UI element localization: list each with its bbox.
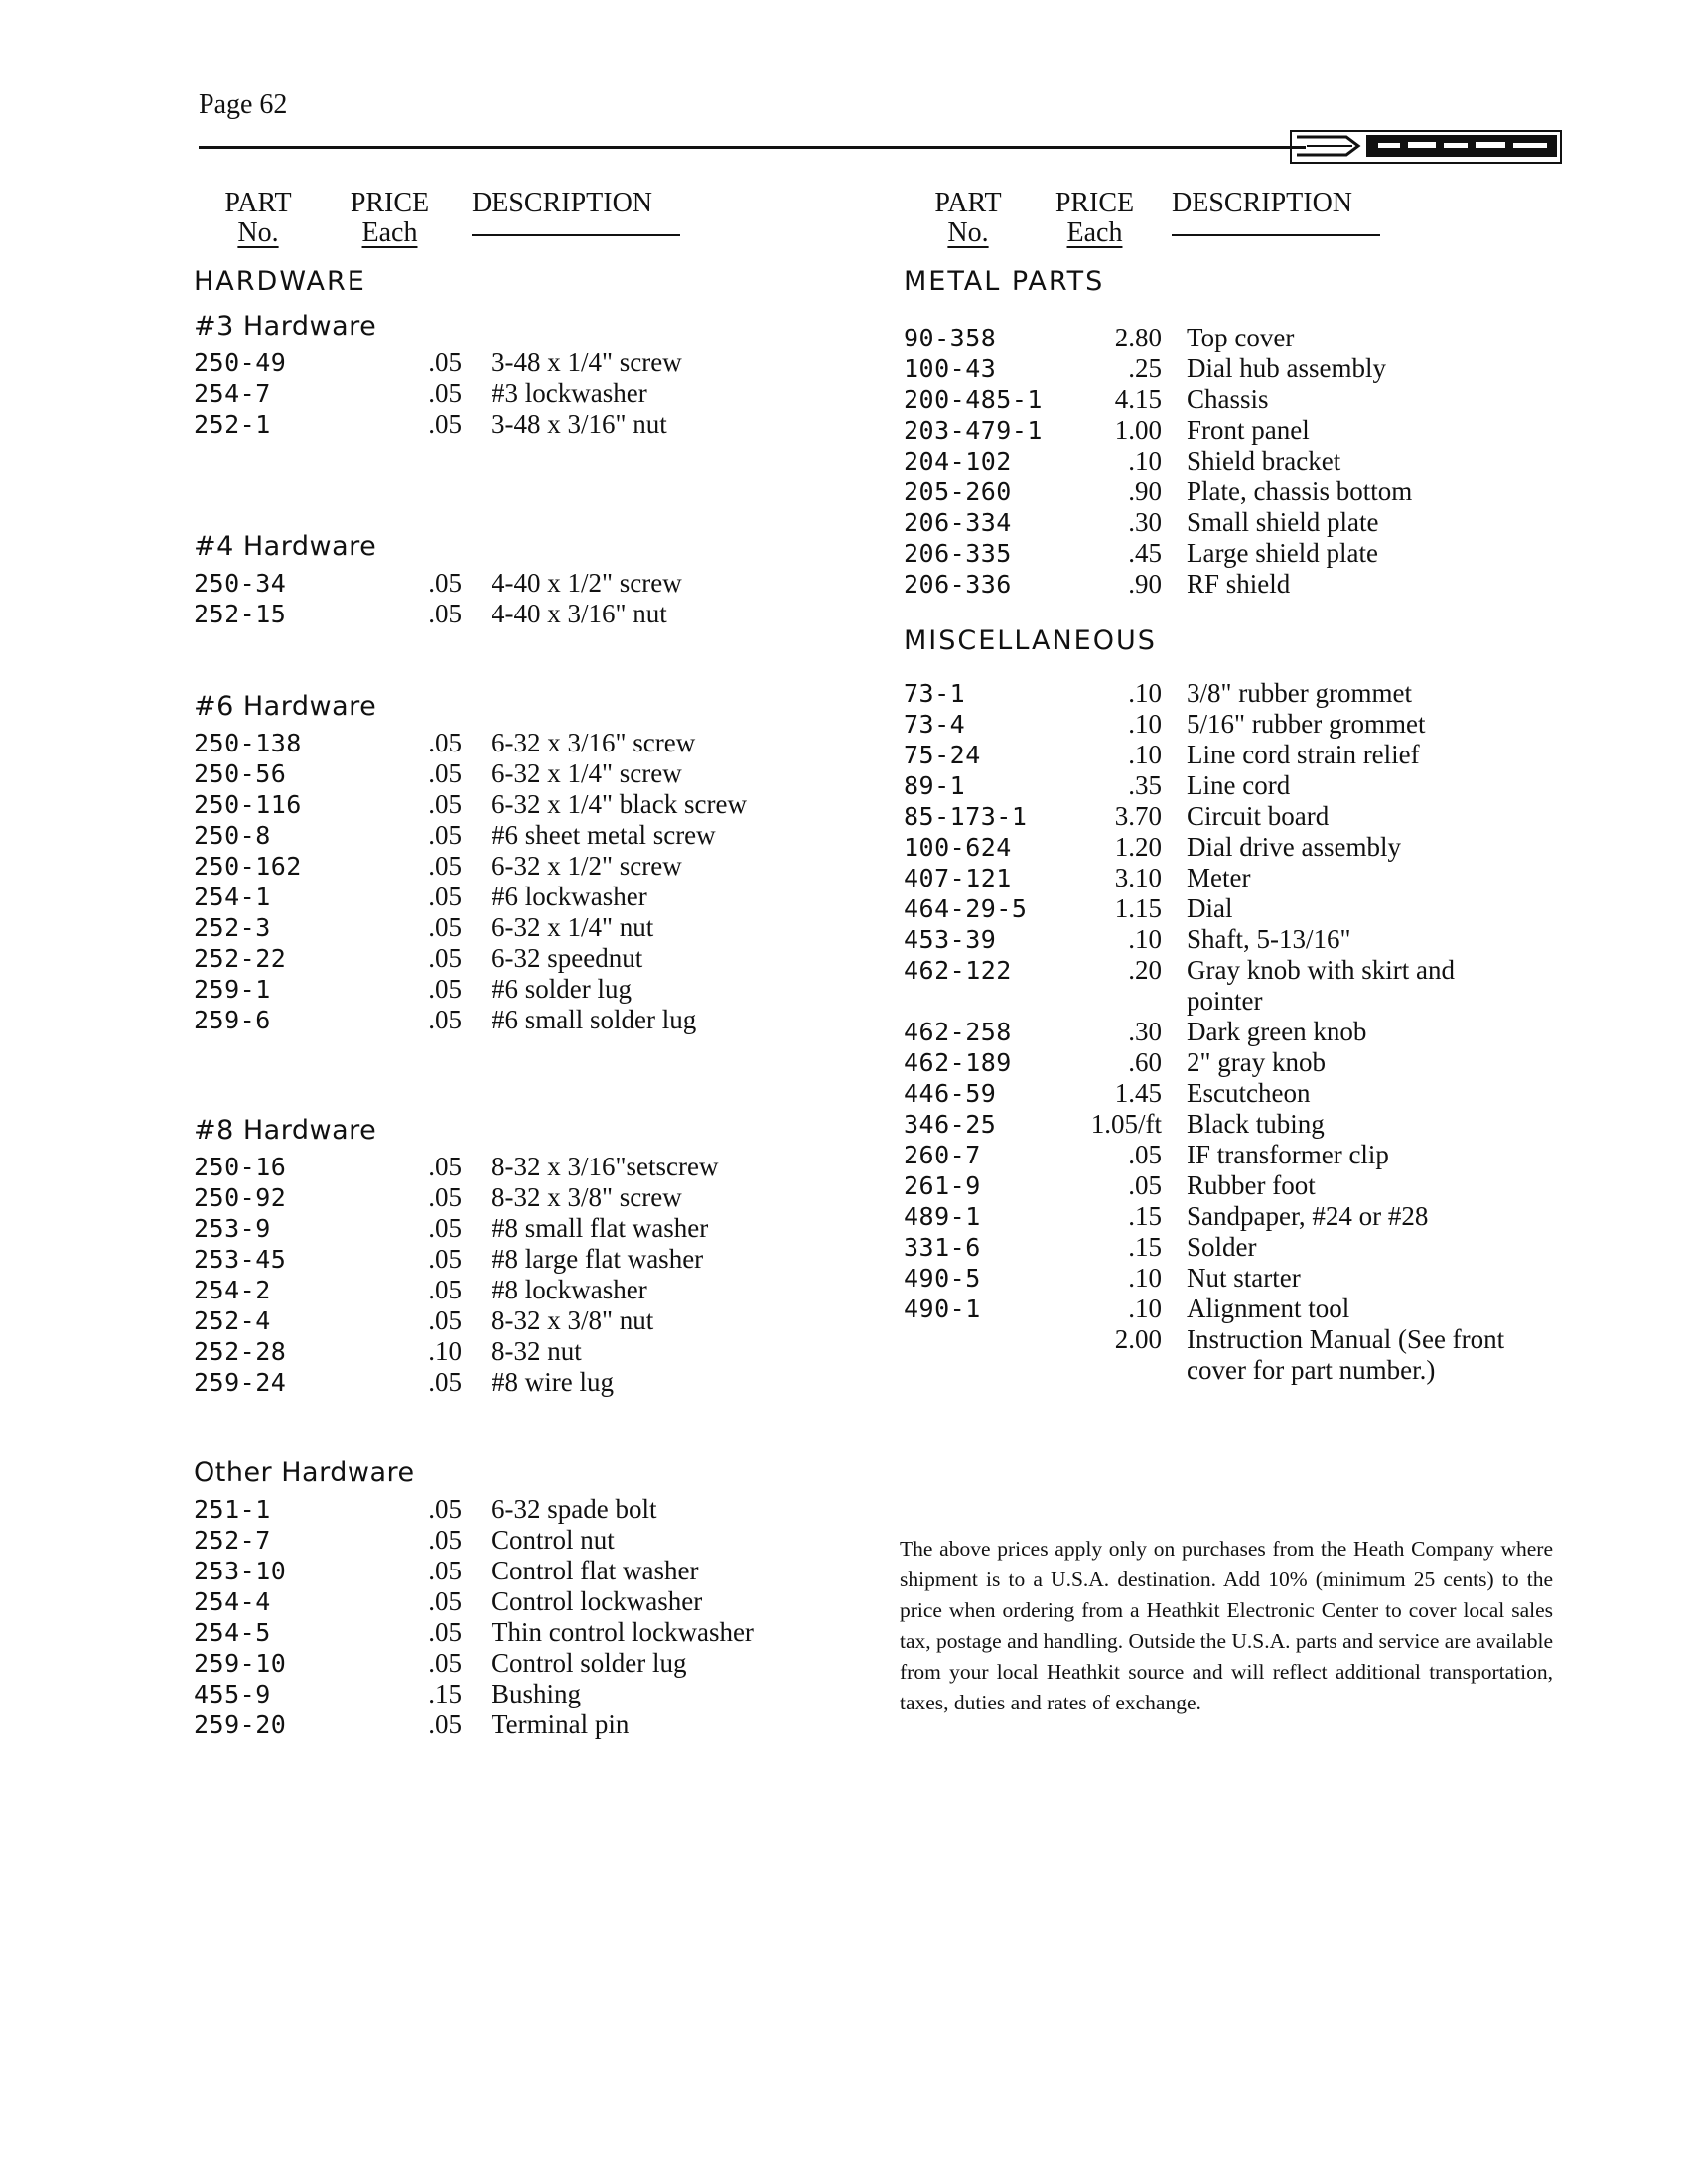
description: #6 solder lug: [492, 974, 632, 1004]
part-header: PART No.: [224, 188, 292, 248]
description: Large shield plate: [1187, 538, 1378, 568]
part-number: 261-9: [904, 1171, 981, 1200]
heathkit-logo-icon: [1287, 123, 1565, 169]
part-number: 346-25: [904, 1110, 997, 1139]
description: 6-32 x 1/2" screw: [492, 851, 682, 881]
page-number: Page 62: [199, 89, 288, 120]
table-row: [194, 943, 909, 974]
part-number: 75-24: [904, 741, 981, 769]
price: .05: [428, 1525, 462, 1555]
description-continued: cover for part number.): [1187, 1355, 1436, 1385]
part-number: 252-3: [194, 913, 271, 942]
hardware-group: [194, 1457, 909, 1740]
part-number: 254-5: [194, 1618, 271, 1647]
price: 2.00: [1114, 1324, 1162, 1354]
part-number: 462-122: [904, 956, 1012, 985]
description: Nut starter: [1187, 1263, 1301, 1293]
table-row-continuation: [904, 1355, 1589, 1386]
price: .10: [428, 1336, 462, 1366]
group-list: [194, 1494, 909, 1740]
price-header: PRICE Each: [350, 188, 430, 248]
part-number: 253-10: [194, 1557, 287, 1585]
description: Dark green knob: [1187, 1017, 1367, 1046]
group-title: #3 Hardware: [194, 311, 377, 341]
description: #6 lockwasher: [492, 882, 647, 911]
price: .15: [1128, 1232, 1162, 1262]
part-number: 73-4: [904, 710, 966, 739]
part-header: PART No.: [934, 188, 1002, 248]
description: Dial drive assembly: [1187, 832, 1401, 862]
metal-parts-title: METAL PARTS: [904, 266, 1105, 297]
description: #3 lockwasher: [492, 378, 647, 408]
description: 6-32 x 1/4" nut: [492, 912, 654, 942]
description: 4-40 x 1/2" screw: [492, 568, 682, 598]
table-row: [904, 384, 1589, 415]
description-continued: pointer: [1187, 986, 1263, 1016]
table-row: [904, 507, 1589, 538]
part-number: 490-1: [904, 1295, 981, 1323]
hardware-title: HARDWARE: [194, 266, 366, 297]
table-row: [194, 1586, 909, 1617]
description: #8 wire lug: [492, 1367, 614, 1397]
price: .30: [1128, 507, 1162, 537]
price: .05: [428, 409, 462, 439]
part-number: 252-15: [194, 600, 287, 628]
price: .10: [1128, 924, 1162, 954]
description: Black tubing: [1187, 1109, 1325, 1139]
description: #8 large flat washer: [492, 1244, 704, 1274]
price: .10: [1128, 446, 1162, 476]
table-row: [904, 863, 1589, 893]
price: .05: [428, 1275, 462, 1304]
description: Front panel: [1187, 415, 1310, 445]
part-number-blank: [904, 986, 1053, 1017]
description: Control flat washer: [492, 1556, 699, 1585]
table-row: [194, 789, 909, 820]
description: Control solder lug: [492, 1648, 687, 1678]
description-header: DESCRIPTION: [1157, 189, 1380, 248]
table-row: [194, 882, 909, 912]
part-number: 259-24: [194, 1368, 287, 1397]
price: .05: [428, 1494, 462, 1524]
part-number: 250-16: [194, 1153, 287, 1181]
column-header: [904, 189, 1589, 248]
description: 8-32 x 3/8" nut: [492, 1305, 654, 1335]
description: Line cord: [1187, 770, 1291, 800]
part-number: 489-1: [904, 1202, 981, 1231]
part-number: 462-189: [904, 1048, 1012, 1077]
part-number: 100-624: [904, 833, 1012, 862]
table-row-continuation: [904, 986, 1589, 1017]
part-number: 89-1: [904, 771, 966, 800]
description: 2" gray knob: [1187, 1047, 1326, 1077]
table-row: [194, 912, 909, 943]
description: Thin control lockwasher: [492, 1617, 754, 1647]
part-number: 73-1: [904, 679, 966, 708]
description: 4-40 x 3/16" nut: [492, 599, 667, 628]
hardware-group: [194, 1115, 909, 1398]
part-number: 446-59: [904, 1079, 997, 1108]
description: 6-32 speednut: [492, 943, 643, 973]
hardware-group: [194, 691, 909, 1035]
part-number: 254-2: [194, 1276, 271, 1304]
part-number: 407-121: [904, 864, 1012, 892]
price: .10: [1128, 1294, 1162, 1323]
price: 3.70: [1114, 801, 1162, 831]
description: 8-32 x 3/16"setscrew: [492, 1152, 719, 1181]
description: 3/8" rubber grommet: [1187, 678, 1412, 708]
hardware-group: [194, 311, 909, 440]
price: .20: [1128, 955, 1162, 985]
price: .10: [1128, 709, 1162, 739]
price: .60: [1128, 1047, 1162, 1077]
description: 6-32 x 3/16" screw: [492, 728, 696, 757]
table-row: [904, 353, 1589, 384]
table-row: [904, 1263, 1589, 1294]
table-row: [194, 568, 909, 599]
table-row: [904, 709, 1589, 740]
description: 8-32 nut: [492, 1336, 582, 1366]
part-number: 259-20: [194, 1710, 287, 1739]
description: #6 small solder lug: [492, 1005, 697, 1034]
header-rule: [199, 146, 1306, 149]
table-row: [194, 599, 909, 629]
part-number: 254-4: [194, 1587, 271, 1616]
price: 4.15: [1114, 384, 1162, 414]
part-number: 203-479-1: [904, 416, 1043, 445]
table-row: [194, 1275, 909, 1305]
price-blank: [1053, 986, 1187, 1017]
column-header: [194, 189, 909, 248]
price: .05: [428, 882, 462, 911]
table-row: [904, 740, 1589, 770]
description: IF transformer clip: [1187, 1140, 1389, 1169]
description: 5/16" rubber grommet: [1187, 709, 1426, 739]
table-row: [194, 1152, 909, 1182]
table-row: [904, 1232, 1589, 1263]
hardware-column: [194, 189, 909, 1740]
price: .05: [1128, 1170, 1162, 1200]
price: .05: [428, 1182, 462, 1212]
price: .30: [1128, 1017, 1162, 1046]
group-title: #6 Hardware: [194, 691, 377, 722]
table-row: [194, 820, 909, 851]
table-row: [904, 446, 1589, 477]
description: Terminal pin: [492, 1709, 630, 1739]
table-row: [194, 1182, 909, 1213]
table-row: [904, 770, 1589, 801]
part-number: 252-28: [194, 1337, 287, 1366]
price: .05: [428, 1244, 462, 1274]
table-row: [904, 1170, 1589, 1201]
table-row: [194, 1244, 909, 1275]
part-number: 250-162: [194, 852, 302, 881]
price: .05: [428, 820, 462, 850]
price: .05: [428, 1709, 462, 1739]
table-row: [194, 378, 909, 409]
table-row: [904, 678, 1589, 709]
part-number-blank: [904, 1355, 1053, 1386]
price: .05: [428, 912, 462, 942]
price: .05: [428, 851, 462, 881]
description: 6-32 x 1/4" screw: [492, 758, 682, 788]
group-list: [194, 728, 909, 1035]
table-row: [194, 1305, 909, 1336]
group-title: #8 Hardware: [194, 1115, 377, 1146]
table-row: [904, 1201, 1589, 1232]
table-row: [904, 1324, 1589, 1355]
table-row: [904, 832, 1589, 863]
table-row: [194, 347, 909, 378]
part-number: 464-29-5: [904, 894, 1028, 923]
price: .25: [1128, 353, 1162, 383]
part-number: 250-56: [194, 759, 287, 788]
description: Small shield plate: [1187, 507, 1379, 537]
hardware-group: [194, 531, 909, 629]
description: #8 lockwasher: [492, 1275, 647, 1304]
part-number: 259-6: [194, 1006, 271, 1034]
description: #6 sheet metal screw: [492, 820, 716, 850]
description: Top cover: [1187, 323, 1295, 352]
part-number: 252-1: [194, 410, 271, 439]
description: RF shield: [1187, 569, 1291, 599]
description: Control nut: [492, 1525, 615, 1555]
table-row: [194, 409, 909, 440]
part-number: 206-334: [904, 508, 1012, 537]
table-row: [194, 851, 909, 882]
description: Solder: [1187, 1232, 1257, 1262]
description: 3-48 x 3/16" nut: [492, 409, 667, 439]
group-list: [194, 568, 909, 629]
part-number: 254-1: [194, 883, 271, 911]
price: .05: [428, 1213, 462, 1243]
price-header: PRICE Each: [1055, 188, 1135, 248]
price: .05: [428, 378, 462, 408]
table-row: [904, 477, 1589, 507]
table-row: [194, 1494, 909, 1525]
part-number: 453-39: [904, 925, 997, 954]
price: .05: [428, 1648, 462, 1678]
price: .05: [428, 758, 462, 788]
table-row: [904, 924, 1589, 955]
description: Plate, chassis bottom: [1187, 477, 1413, 506]
table-row: [194, 1648, 909, 1679]
part-number: 85-173-1: [904, 802, 1028, 831]
part-number: 250-34: [194, 569, 287, 598]
part-number: 90-358: [904, 324, 997, 352]
price: 2.80: [1114, 323, 1162, 352]
table-row: [904, 1078, 1589, 1109]
price: .05: [428, 1005, 462, 1034]
description: Dial: [1187, 893, 1233, 923]
part-number: 253-9: [194, 1214, 271, 1243]
part-number: 250-92: [194, 1183, 287, 1212]
table-row: [904, 323, 1589, 353]
part-number: 204-102: [904, 447, 1012, 476]
miscellaneous-title: MISCELLANEOUS: [904, 625, 1157, 656]
description: Meter: [1187, 863, 1251, 892]
description-header: DESCRIPTION: [457, 189, 680, 248]
description: Bushing: [492, 1679, 582, 1708]
price: .90: [1128, 569, 1162, 599]
table-row: [194, 1556, 909, 1586]
description: 8-32 x 3/8" screw: [492, 1182, 682, 1212]
description: Chassis: [1187, 384, 1269, 414]
table-row: [194, 1525, 909, 1556]
description: Rubber foot: [1187, 1170, 1316, 1200]
description: 6-32 spade bolt: [492, 1494, 657, 1524]
price: 3.10: [1114, 863, 1162, 892]
part-number: 462-258: [904, 1018, 1012, 1046]
table-row: [904, 893, 1589, 924]
description: #8 small flat washer: [492, 1213, 709, 1243]
table-row: [904, 1017, 1589, 1047]
part-number: 252-22: [194, 944, 287, 973]
table-row: [194, 1336, 909, 1367]
table-row: [904, 1140, 1589, 1170]
group-title: Other Hardware: [194, 1457, 415, 1488]
description: Dial hub assembly: [1187, 353, 1386, 383]
price: .05: [428, 1617, 462, 1647]
part-number: 252-7: [194, 1526, 271, 1555]
description: Alignment tool: [1187, 1294, 1350, 1323]
description: 3-48 x 1/4" screw: [492, 347, 682, 377]
price: .10: [1128, 740, 1162, 769]
description: Sandpaper, #24 or #28: [1187, 1201, 1429, 1231]
description: Shield bracket: [1187, 446, 1341, 476]
description: Line cord strain relief: [1187, 740, 1420, 769]
part-number: 205-260: [904, 478, 1012, 506]
table-row: [194, 1679, 909, 1709]
group-title: #4 Hardware: [194, 531, 377, 562]
table-row: [904, 1109, 1589, 1140]
price: .05: [428, 1367, 462, 1397]
price: .05: [428, 728, 462, 757]
price-blank: [1053, 1355, 1187, 1386]
price: .05: [428, 1556, 462, 1585]
table-row: [904, 415, 1589, 446]
table-row: [194, 1213, 909, 1244]
parts-column: [904, 189, 1589, 1386]
table-row: [904, 1294, 1589, 1324]
part-number: [904, 1324, 1053, 1355]
part-number: 260-7: [904, 1141, 981, 1169]
group-list: [194, 1152, 909, 1398]
price: .05: [428, 789, 462, 819]
price: .05: [428, 347, 462, 377]
price: 1.00: [1114, 415, 1162, 445]
price: .90: [1128, 477, 1162, 506]
part-number: 252-4: [194, 1306, 271, 1335]
table-row: [904, 538, 1589, 569]
price: 1.20: [1114, 832, 1162, 862]
price: .05: [428, 1586, 462, 1616]
price: 1.05/ft: [1090, 1109, 1162, 1139]
description: Gray knob with skirt and: [1187, 955, 1455, 985]
part-number: 251-1: [194, 1495, 271, 1524]
description: Shaft, 5-13/16": [1187, 924, 1351, 954]
part-number: 250-138: [194, 729, 302, 757]
part-number: 259-1: [194, 975, 271, 1004]
description: Instruction Manual (See front: [1187, 1324, 1505, 1354]
part-number: 490-5: [904, 1264, 981, 1293]
price: 1.45: [1114, 1078, 1162, 1108]
table-row: [904, 569, 1589, 600]
price: .15: [428, 1679, 462, 1708]
part-number: 206-335: [904, 539, 1012, 568]
part-number: 250-8: [194, 821, 271, 850]
table-row: [904, 1047, 1589, 1078]
part-number: 253-45: [194, 1245, 287, 1274]
part-number: 250-49: [194, 348, 287, 377]
table-row: [194, 1367, 909, 1398]
price: .05: [428, 1152, 462, 1181]
description: Control lockwasher: [492, 1586, 703, 1616]
table-row: [194, 1709, 909, 1740]
part-number: 259-10: [194, 1649, 287, 1678]
price: .05: [428, 568, 462, 598]
pricing-note: The above prices apply only on purchases from the Heath Company where shipment is to a U.S.A. destination. Add 10% (minimum 25 cents) to the price when ordering from a Heathkit Electronic Center to cover local sales tax, postage and handling. Outside the U.S.A. parts and service are available from your local Heathkit source and will reflect additional transportation, taxes, duties and rates of exchange.: [900, 1537, 1553, 1714]
description: 6-32 x 1/4" black screw: [492, 789, 747, 819]
table-row: [904, 801, 1589, 832]
price: .05: [1128, 1140, 1162, 1169]
price: .35: [1128, 770, 1162, 800]
part-number: 200-485-1: [904, 385, 1043, 414]
price: .05: [428, 599, 462, 628]
part-number: 100-43: [904, 354, 997, 383]
price: .45: [1128, 538, 1162, 568]
table-row: [194, 1617, 909, 1648]
table-row: [194, 1005, 909, 1035]
table-row: [194, 728, 909, 758]
part-number: 250-116: [194, 790, 302, 819]
price: .05: [428, 943, 462, 973]
price: .15: [1128, 1201, 1162, 1231]
part-number: 455-9: [194, 1680, 271, 1708]
price: .10: [1128, 1263, 1162, 1293]
price: .10: [1128, 678, 1162, 708]
part-number: 206-336: [904, 570, 1012, 599]
table-row: [194, 974, 909, 1005]
description: Circuit board: [1187, 801, 1330, 831]
price: .05: [428, 974, 462, 1004]
table-row: [194, 758, 909, 789]
description: Escutcheon: [1187, 1078, 1311, 1108]
part-number: 331-6: [904, 1233, 981, 1262]
price: .05: [428, 1305, 462, 1335]
price: 1.15: [1114, 893, 1162, 923]
group-list: [194, 347, 909, 440]
table-row: [904, 955, 1589, 986]
part-number: 254-7: [194, 379, 271, 408]
